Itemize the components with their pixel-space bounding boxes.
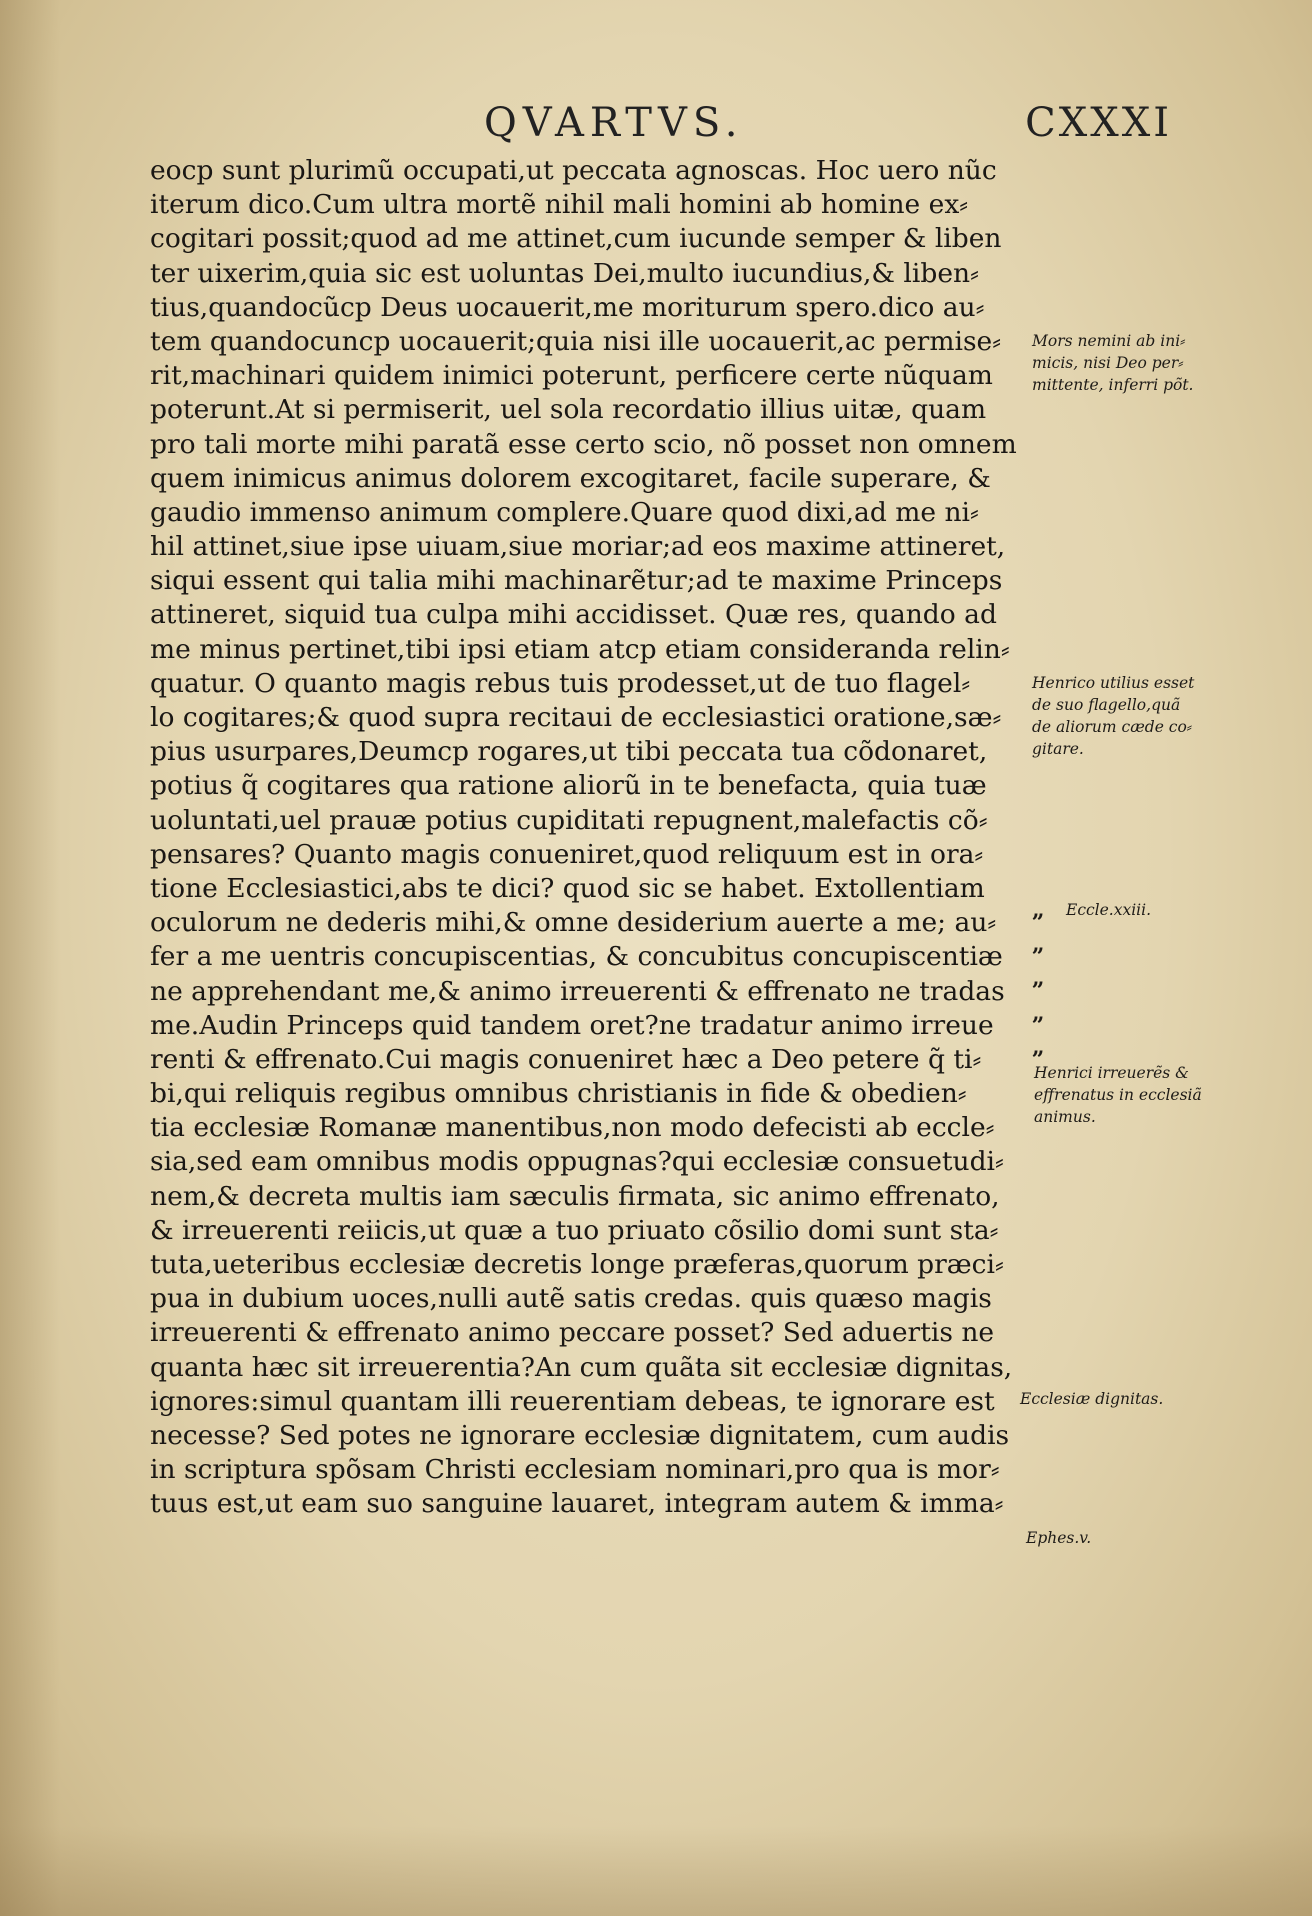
text-line: tia ecclesiæ Romanæ manentibus,non modo defecisti ab eccle⸗ [150, 1112, 995, 1144]
margin-note-line: animus. [1034, 1108, 1096, 1126]
text-line: iterum dico.Cum ultra mortẽ nihil mali homini ab homine ex⸗ [150, 189, 969, 221]
margin-note-ephes: Ephes.v. [1026, 1529, 1092, 1547]
margin-note-line: Mors nemini ab ini⸗ [1032, 332, 1186, 350]
page-header [0, 100, 1312, 150]
running-head: QVARTVS. [484, 100, 744, 146]
text-line: me.Audin Princeps quid tandem oret?ne tradatur animo irreue [150, 1009, 994, 1041]
text-line: gaudio immenso animum complere.Quare quod dixi,ad me ni⸗ [150, 496, 979, 528]
quote-mark: „ [1032, 999, 1045, 1026]
text-line: poterunt.At si permiserit, uel sola recordatio illius uitæ, quam [150, 394, 987, 426]
margin-note-line: micis, nisi Deo per⸗ [1032, 354, 1184, 372]
text-line: uoluntati,uel prauæ potius cupiditati repugnent,malefactis cõ⸗ [150, 804, 988, 836]
margin-note-ecclesiae: Ecclesiæ dignitas. [1020, 1390, 1164, 1408]
text-line: pro tali morte mihi paratã esse certo scio, nõ posset non omnem [150, 428, 1017, 460]
text-line: fer a me uentris concupiscentias, & concubitus concupiscentiæ [150, 941, 1003, 973]
text-line: oculorum ne dederis mihi,& omne desiderium auerte a me; au⸗ [150, 907, 997, 939]
text-line: pius usurpares,Deumcp rogares,ut tibi peccata tua cõdonaret, [150, 736, 988, 768]
margin-note-line: Henrico utilius esset [1032, 674, 1195, 692]
text-line: renti & effrenato.Cui magis conueniret hæc a Deo petere q̃ ti⸗ [150, 1043, 982, 1075]
margin-note-line: Henrici irreuerẽs & [1034, 1064, 1189, 1082]
text-line: hil attinet,siue ipse uiuam,siue moriar;ad eos maxime attineret, [150, 531, 1006, 563]
text-line: & irreuerenti reiicis,ut quæ a tuo priuato cõsilio domi sunt sta⸗ [150, 1214, 999, 1246]
text-line: lo cogitares;& quod supra recitaui de ecclesiastici oratione,sæ⸗ [150, 702, 1002, 733]
text-line: tione Ecclesiastici,abs te dici? quod sic se habet. Extollentiam [150, 872, 985, 904]
text-line: me minus pertinet,tibi ipsi etiam atcp etiam consideranda relin⸗ [150, 633, 1010, 665]
text-line: bi,qui reliquis regibus omnibus christianis in fide & obedien⸗ [150, 1078, 967, 1110]
text-line: potius q̃ cogitares qua ratione aliorũ in te benefacta, quia tuæ [150, 770, 987, 802]
text-line: ne apprehendant me,& animo irreuerenti & effrenato ne tradas [150, 975, 1005, 1007]
margin-note-line: de suo flagello,quã [1032, 696, 1181, 714]
margin-note-eccle: Eccle.xxiii. [1066, 901, 1152, 919]
text-line: nem,& decreta multis iam sæculis firmata, sic animo effrenato, [150, 1180, 1000, 1212]
text-line: attineret, siquid tua culpa mihi accidisset. Quæ res, quando ad [150, 599, 997, 631]
text-line: quem inimicus animus dolorem excogitaret, facile superare, & [150, 462, 991, 494]
page-bottom-shadow [0, 1826, 1312, 1916]
text-line: sia,sed eam omnibus modis oppugnas?qui ecclesiæ consuetudi⸗ [150, 1146, 1004, 1178]
quote-mark: „ [1032, 965, 1045, 992]
text-line: pua in dubium uoces,nulli autẽ satis credas. quis quæso magis [150, 1283, 992, 1315]
margin-note-line: gitare. [1032, 740, 1084, 758]
margin-note-line: mittente, inferri põt. [1032, 376, 1194, 394]
text-line: ter uixerim,quia sic est uoluntas Dei,multo iucundius,& liben⸗ [150, 257, 979, 289]
text-line: tem quandocuncp uocauerit;quia nisi ille uocauerit,ac permise⸗ [150, 325, 1002, 357]
main-text-block [150, 154, 1020, 1522]
text-line: quatur. O quanto magis rebus tuis prodesset,ut de tuo flagel⸗ [150, 667, 971, 699]
margin-note-mors [1032, 330, 1212, 396]
margin-note-line: effrenatus in ecclesiã [1034, 1086, 1202, 1104]
text-line: tuta,ueteribus ecclesiæ decretis longe præferas,quorum præci⸗ [150, 1249, 1004, 1280]
quote-mark: „ [1032, 1033, 1045, 1060]
margin-note-henrico [1032, 672, 1212, 760]
text-line: necesse? Sed potes ne ignorare ecclesiæ dignitatem, cum audis [150, 1419, 1010, 1451]
text-line: eocp sunt plurimũ occupati,ut peccata agnoscas. Hoc uero nũc [150, 155, 997, 186]
quote-mark: „ [1032, 897, 1045, 923]
text-line: ignores:simul quantam illi reuerentiam debeas, te ignorare est [150, 1385, 995, 1417]
page-edge-shadow [0, 0, 60, 1916]
text-line: cogitari possit;quod ad me attinet,cum iucunde semper & liben [150, 223, 1002, 255]
text-line: rit,machinari quidem inimici poterunt, perficere certe nũquam [150, 360, 993, 392]
quote-mark: „ [1032, 931, 1045, 958]
text-line: siqui essent qui talia mihi machinarẽtur;ad te maxime Princeps [150, 565, 1003, 597]
text-line: pensares? Quanto magis conueniret,quod reliquum est in ora⸗ [150, 838, 984, 870]
margin-note-line: de aliorum cæde co⸗ [1032, 718, 1192, 736]
text-line: irreuerenti & effrenato animo peccare posset? Sed aduertis ne [150, 1317, 995, 1349]
margin-note-henrici [1034, 1062, 1214, 1128]
text-line: quanta hæc sit irreuerentia?An cum quãta sit ecclesiæ dignitas, [150, 1351, 1013, 1383]
text-line: tuus est,ut eam suo sanguine lauaret, integram autem & imma⸗ [150, 1488, 1004, 1520]
text-line: tius,quandocũcp Deus uocauerit,me moriturum spero.dico au⸗ [150, 291, 985, 323]
folio-number: CXXXI [1025, 100, 1172, 146]
text-line: in scriptura spõsam Christi ecclesiam nominari,pro qua is mor⸗ [150, 1454, 1000, 1486]
